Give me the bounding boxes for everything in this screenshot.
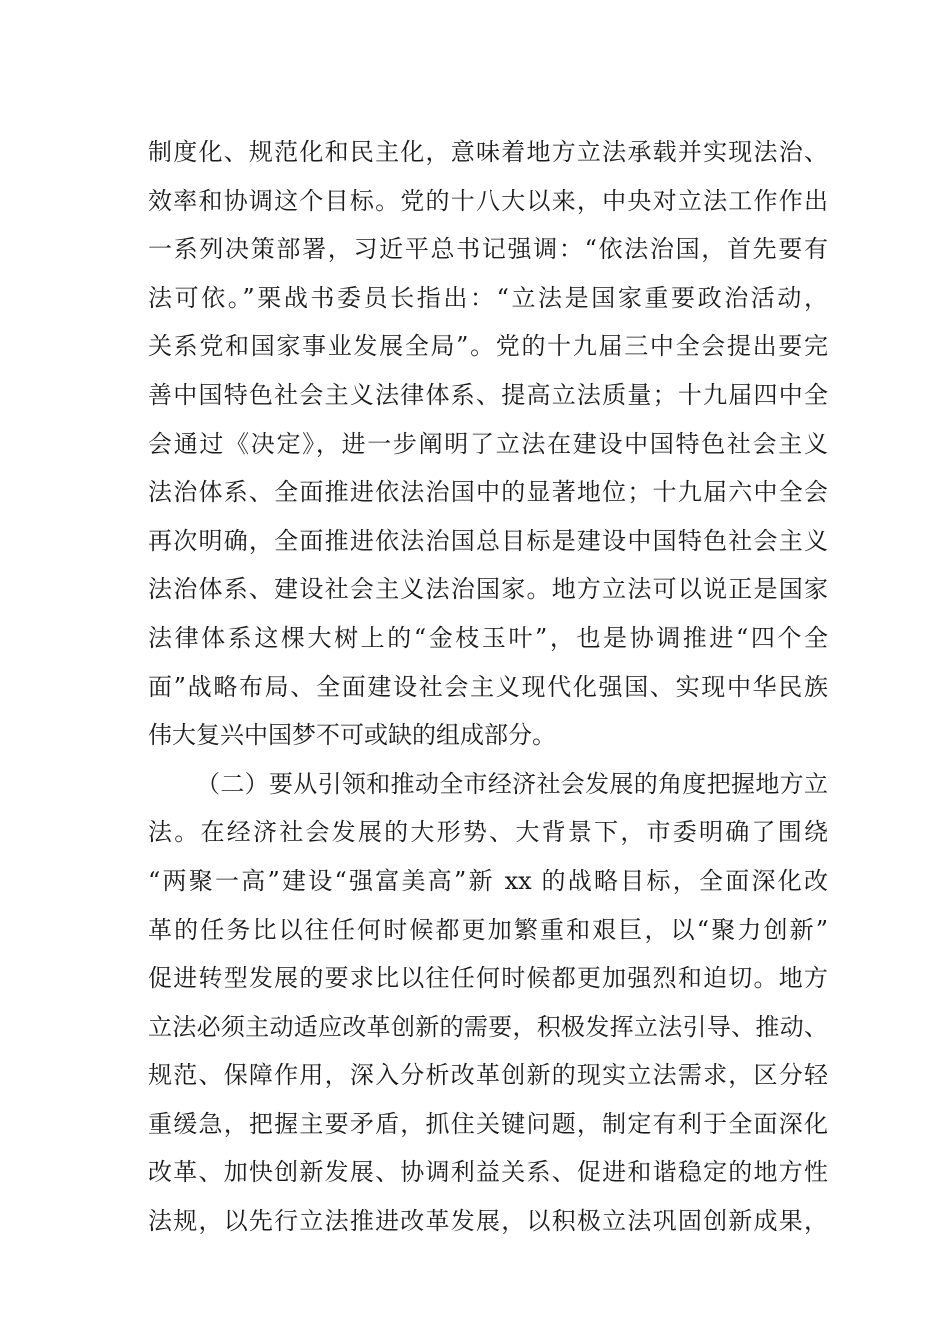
text-line: 法治体系、全面推进依法治国中的显著地位；十九届六中全会 [148,478,828,507]
text-line: 会通过《决定》，进一步阐明了立法在建设中国特色社会主义 [148,429,828,458]
text-line: 改革、加快创新发展、协调利益关系、促进和谐稳定的地方性 [148,1158,828,1187]
text-line: 善中国特色社会主义法律体系、提高立法质量；十九届四中全 [148,380,828,409]
text-line: 法。在经济社会发展的大形势、大背景下，市委明确了围绕 [148,818,828,847]
text-line: 一系列决策部署，习近平总书记强调：“依法治国，首先要有 [148,235,828,264]
text-line: 法可依。”栗战书委员长指出：“立法是国家重要政治活动， [148,283,828,312]
text-line: 再次明确，全面推进依法治国总目标是建设中国特色社会主义 [148,526,828,555]
text-line: 革的任务比以往任何时候都更加繁重和艰巨，以“聚力创新” [148,915,828,944]
text-line: 立法必须主动适应改革创新的需要，积极发挥立法引导、推动、 [148,1012,828,1041]
text-line: 制度化、规范化和民主化，意味着地方立法承载并实现法治、 [148,138,828,166]
text-line: 关系党和国家事业发展全局”。党的十九届三中全会提出要完 [148,332,828,361]
text-line: 规范、保障作用，深入分析改革创新的现实立法需求，区分轻 [148,1061,828,1090]
document-body [148,128,828,1246]
text-line: “两聚一高”建设“强富美高”新 xx 的战略目标，全面深化改 [148,866,828,895]
text-line: 效率和协调这个目标。党的十八大以来，中央对立法工作作出 [148,186,828,215]
text-line: 促进转型发展的要求比以往任何时候都更加强烈和迫切。地方 [148,964,828,993]
text-line: 伟大复兴中国梦不可或缺的组成部分。 [148,721,556,750]
text-line: 法治体系、建设社会主义法治国家。地方立法可以说正是国家 [148,575,828,604]
section-heading-line: （二）要从引领和推动全市经济社会发展的角度把握地方立 [196,769,828,798]
text-line: 法规，以先行立法推进改革发展，以积极立法巩固创新成果， [148,1207,828,1236]
text-line: 面”战略布局、全面建设社会主义现代化强国、实现中华民族 [148,672,828,701]
text-line: 法律体系这棵大树上的“金枝玉叶”，也是协调推进“四个全 [148,623,828,652]
text-line: 重缓急，把握主要矛盾，抓住关键问题，制定有利于全面深化 [148,1109,828,1138]
